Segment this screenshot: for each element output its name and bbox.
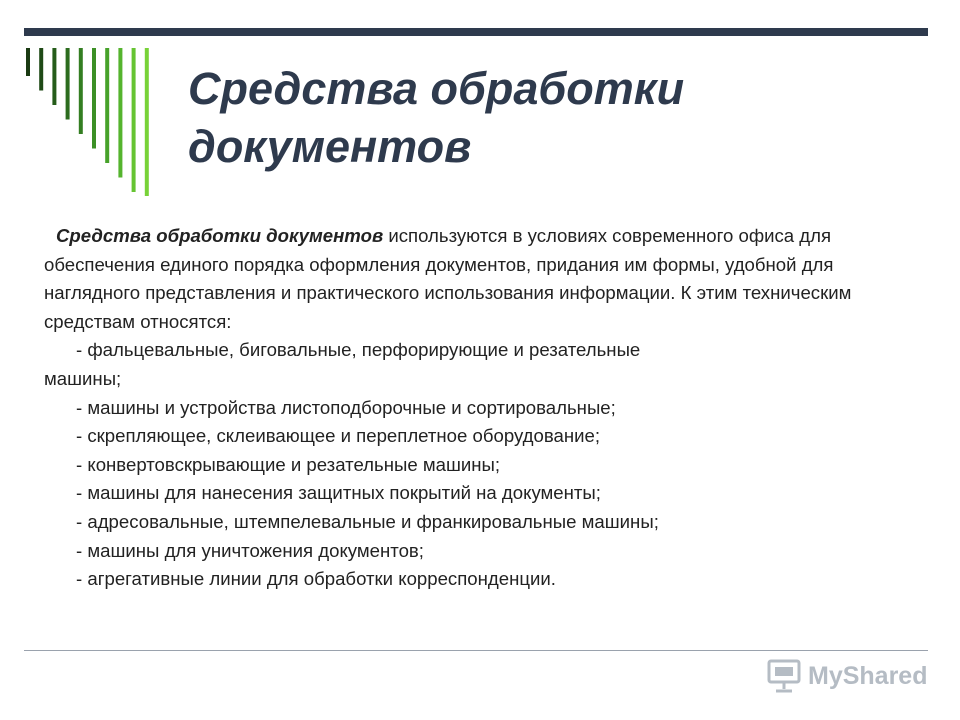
- list-item: - скрепляющее, склеивающее и переплетное оборудование;: [76, 425, 601, 447]
- decorative-stripe: [79, 48, 83, 134]
- decorative-stripe: [92, 48, 96, 149]
- list-item: - машины и устройства листоподборочные и сортировальные;: [76, 396, 616, 418]
- decorative-stripe: [145, 48, 149, 196]
- decorative-stripe: [132, 48, 136, 192]
- list-item: - агрегативные линии для обработки корреспонденции.: [76, 568, 556, 590]
- decorative-stripe: [66, 48, 70, 120]
- list-item-continuation: машины;: [44, 367, 122, 389]
- slide-title-line-1: Средства обработки: [188, 63, 685, 114]
- intro-text: используются в условиях современного офиса для обеспечения единого порядка оформления документов, придания им формы, удобной для наглядного представления и практического использования информации. К этим техническим средствам относятся:: [44, 225, 852, 332]
- decorative-stripe: [52, 48, 56, 105]
- list-item: - конвертовскрывающие и резательные машины;: [76, 453, 501, 475]
- list-item: - фальцевальные, биговальные, перфорирующие и резательные: [76, 339, 641, 361]
- list-item: - машины для уничтожения документов;: [76, 539, 424, 561]
- slide-title-line-2: документов: [188, 121, 472, 172]
- lead-term: Средства обработки документов: [56, 225, 384, 246]
- decorative-stripe: [26, 48, 30, 76]
- intro-paragraph: [44, 222, 894, 336]
- decorative-stripe: [105, 48, 109, 163]
- watermark-logo: [766, 656, 927, 696]
- list-item: - адресовальные, штемпелевальные и франкировальные машины;: [76, 510, 659, 532]
- bottom-rule: [24, 650, 928, 651]
- slide-body: [44, 222, 894, 594]
- decorative-stripes: [24, 46, 164, 196]
- watermark-text: MyShared: [808, 661, 928, 690]
- decorative-stripe: [39, 48, 43, 91]
- projector-screen-icon: [766, 658, 802, 694]
- decorative-stripe: [118, 48, 122, 178]
- list-item: - машины для нанесения защитных покрытий на документы;: [76, 482, 601, 504]
- slide-title: [188, 60, 908, 176]
- top-bar: [24, 28, 928, 36]
